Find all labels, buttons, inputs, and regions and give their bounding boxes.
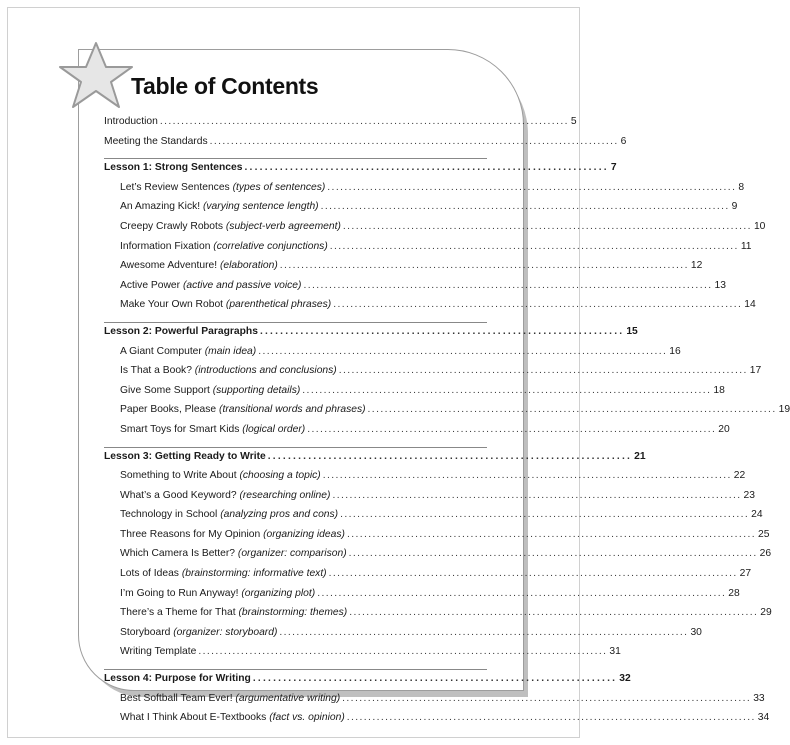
toc-entry: Awesome Adventure! (elaboration) ................................................................................................ 12	[120, 260, 703, 272]
toc-entry: Writing Template ................................................................................................ 31	[120, 646, 621, 658]
toc-entry: An Amazing Kick! (varying sentence length) ................................................................................................ 9	[120, 201, 738, 213]
toc-entry: What I Think About E-Textbooks (fact vs. opinion) ................................................................................................ 34	[120, 712, 770, 724]
toc-entry: Lots of Ideas (brainstorming: informative text) ................................................................................................ 27	[120, 568, 752, 580]
page-title: Table of Contents	[131, 73, 319, 99]
toc-entry: Let’s Review Sentences (types of sentences) ................................................................................................ 8	[120, 181, 745, 193]
toc-entry: What’s a Good Keyword? (researching online) ................................................................................................ 23	[120, 489, 755, 501]
toc-entry: Something to Write About (choosing a topic) ................................................................................................ 22	[120, 470, 746, 482]
toc-entry: Best Softball Team Ever! (argumentative writing) ................................................................................................ 33	[120, 692, 765, 704]
toc-entry: Which Camera Is Better? (organizer: comparison) ................................................................................................ 26	[120, 548, 772, 560]
section-divider	[104, 158, 487, 159]
toc-entry: Give Some Support (supporting details) ................................................................................................ 18	[120, 384, 725, 396]
toc-entry: A Giant Computer (main idea) ................................................................................................ 16	[120, 345, 681, 357]
section-divider	[104, 322, 487, 323]
toc-entry: Information Fixation (correlative conjunctions) ................................................................................................ 11	[120, 240, 752, 252]
lesson-heading: Lesson 1: Strong Sentences ........................................................................ 7	[104, 162, 617, 174]
toc-entry: I’m Going to Run Anyway! (organizing plot) ................................................................................................ 28	[120, 587, 740, 599]
toc-entry: Is That a Book? (introductions and conclusions) ................................................................................................ 17	[120, 365, 762, 377]
toc-entry: Active Power (active and passive voice) ................................................................................................ 13	[120, 279, 726, 291]
toc-entry: Three Reasons for My Opinion (organizing ideas) ................................................................................................ 25	[120, 528, 770, 540]
toc-entry: Technology in School (analyzing pros and cons) ................................................................................................ 24	[120, 509, 763, 521]
section-divider	[104, 447, 487, 448]
toc-entry: Make Your Own Robot (parenthetical phrases) ................................................................................................ 14	[120, 299, 756, 311]
toc-entry: There’s a Theme for That (brainstorming: themes) ................................................................................................ 29	[120, 607, 772, 619]
toc-entry: Introduction ................................................................................................ 5	[104, 116, 577, 127]
toc-entry: Smart Toys for Smart Kids (logical order) ................................................................................................ 20	[120, 423, 730, 435]
toc-entry: Creepy Crawly Robots (subject-verb agreement) ................................................................................................ 10	[120, 220, 766, 232]
toc-list	[104, 116, 790, 732]
lesson-heading: Lesson 2: Powerful Paragraphs ........................................................................ 15	[104, 325, 638, 337]
toc-entry: Storyboard (organizer: storyboard) ................................................................................................ 30	[120, 626, 702, 638]
lesson-heading: Lesson 3: Getting Ready to Write ........................................................................ 21	[104, 450, 646, 462]
toc-entry: Meeting the Standards ................................................................................................ 6	[104, 135, 627, 147]
toc-entry: Paper Books, Please (transitional words and phrases) ................................................................................................ 19	[120, 404, 790, 416]
section-divider	[104, 669, 487, 670]
lesson-heading: Lesson 4: Purpose for Writing ........................................................................ 32	[104, 673, 631, 685]
